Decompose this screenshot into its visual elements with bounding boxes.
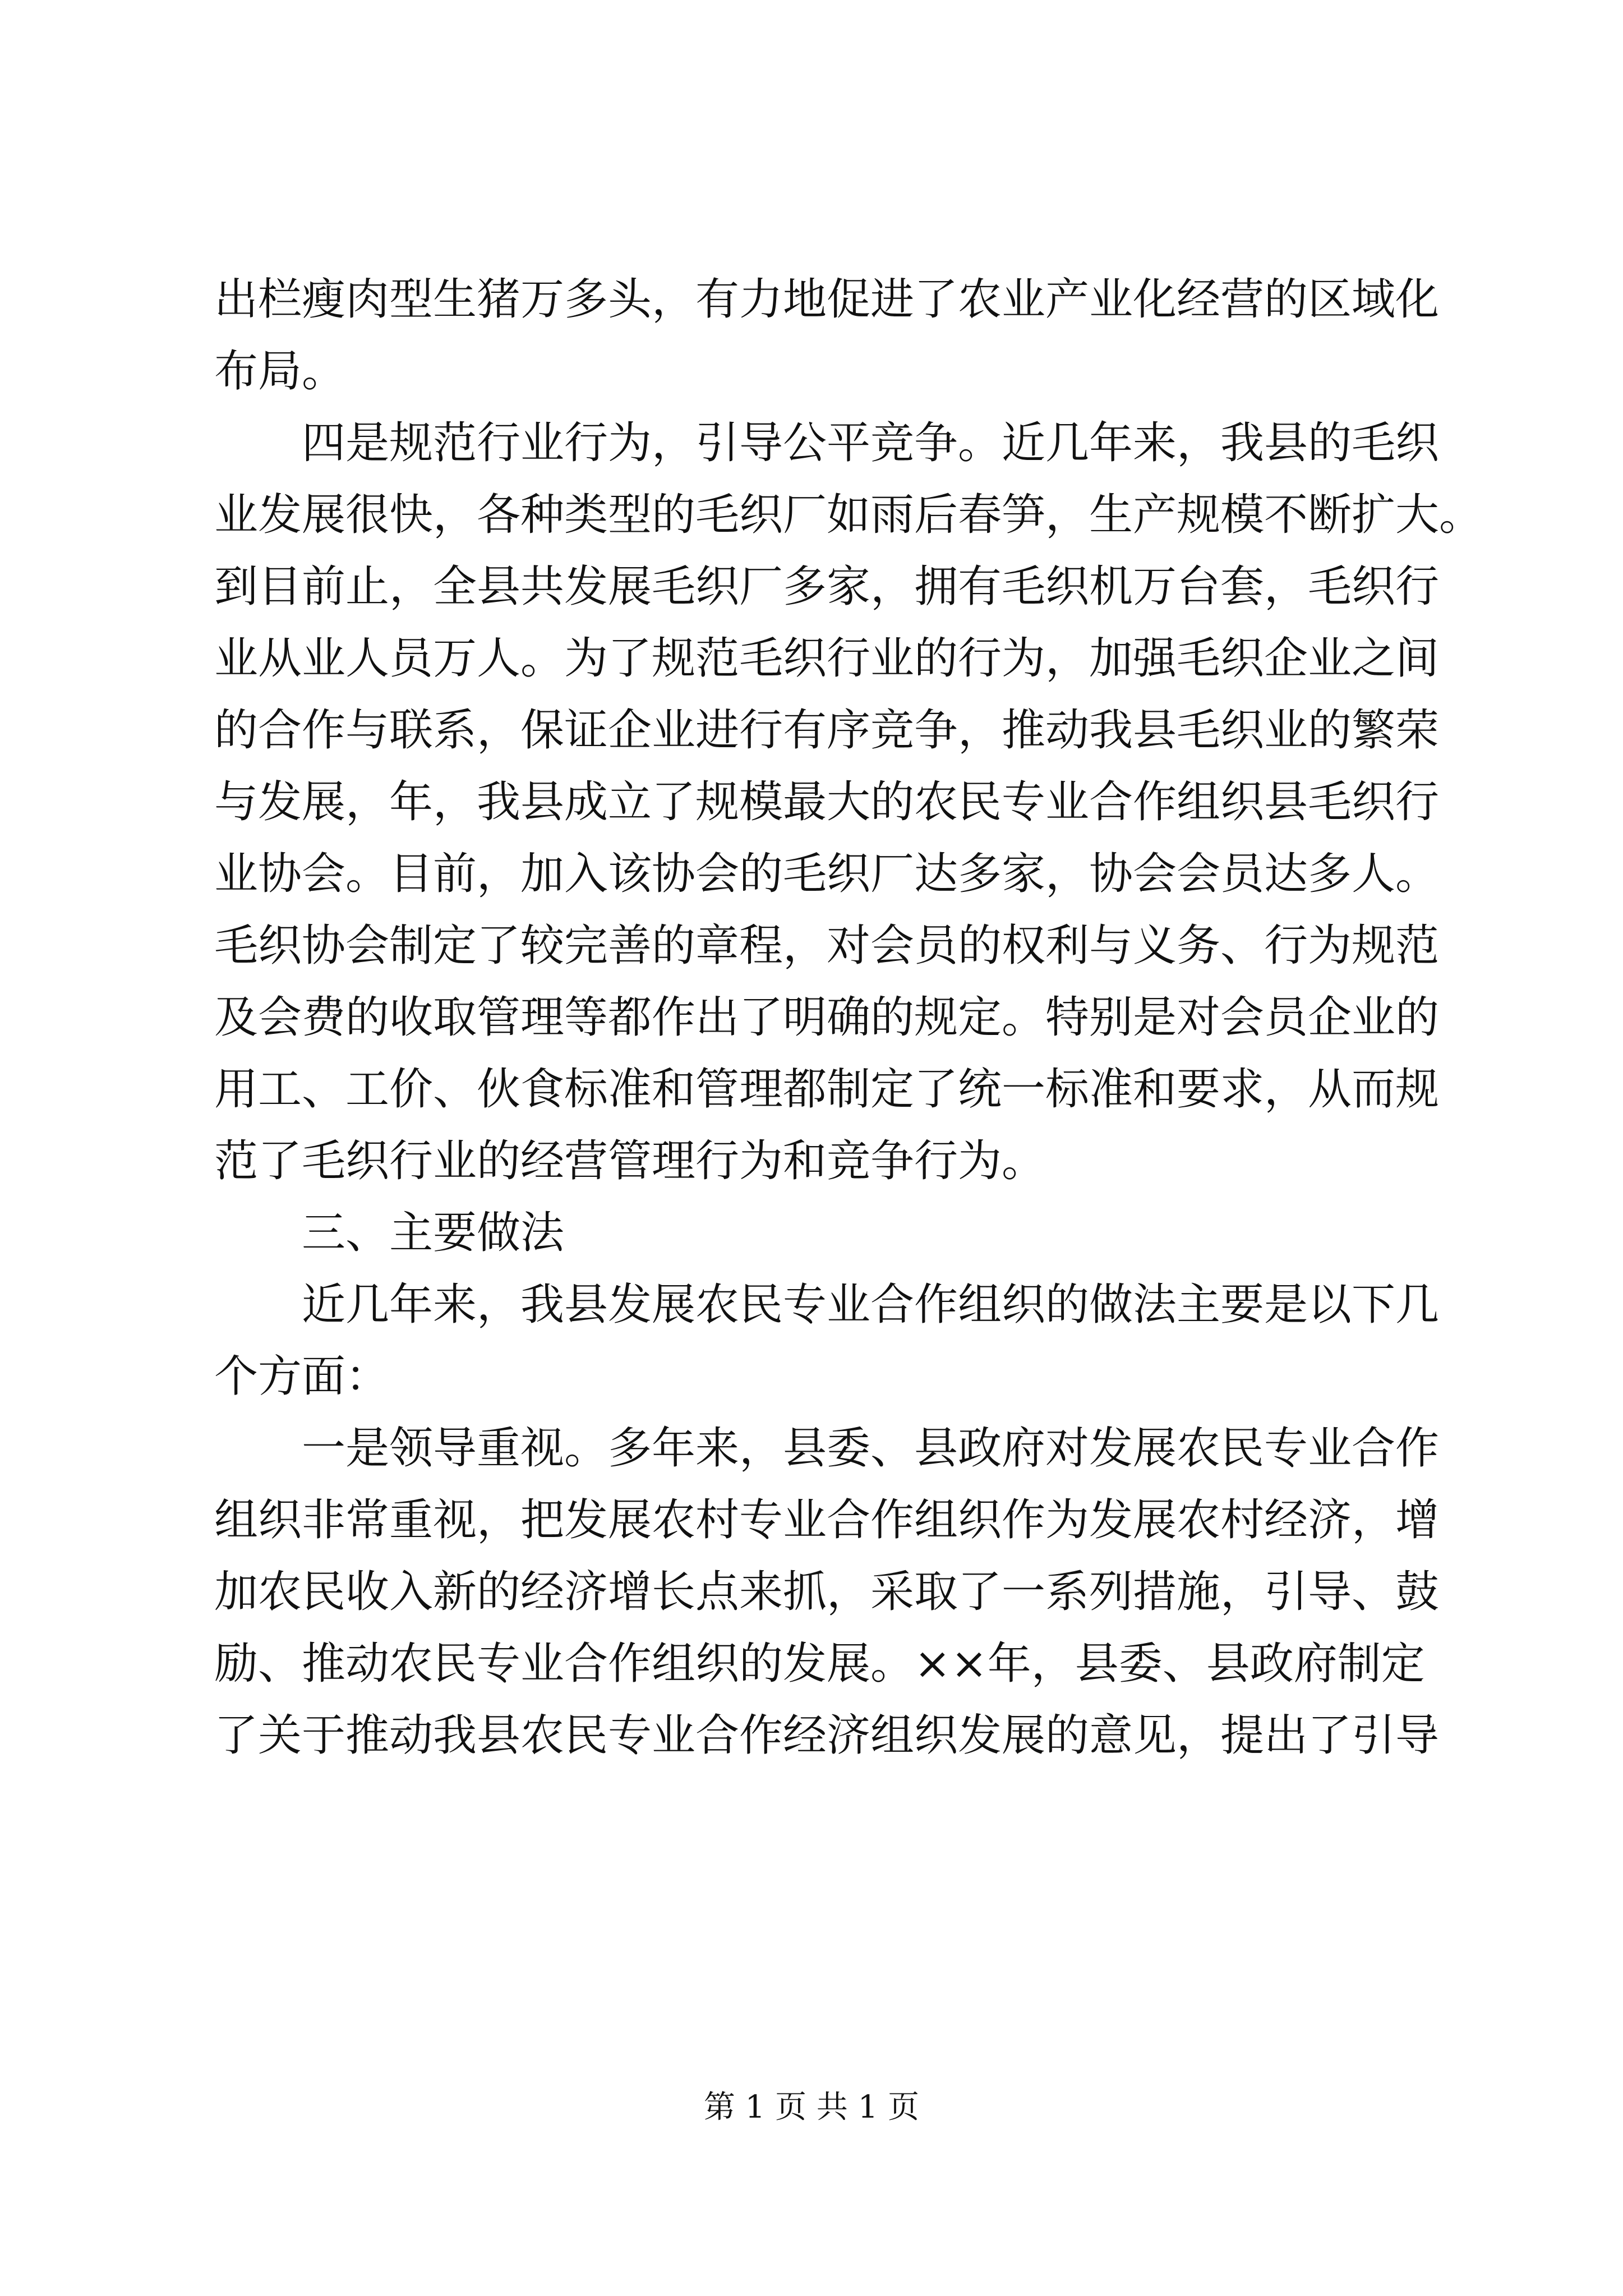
text-line: 的合作与联系，保证企业进行有序竞争，推动我县毛织业的繁荣 [214,705,1440,756]
text-line: 用工、工价、伙食标准和管理都制定了统一标准和要求，从而规 [214,1064,1440,1115]
text-line: 个方面： [214,1351,390,1402]
text-line: 四是规范行业行为，引导公平竞争。近几年来，我县的毛织 [302,418,1440,468]
text-line: 及会费的收取管理等都作出了明确的规定。特别是对会员企业的 [214,992,1440,1043]
text-line: 加农民收入新的经济增长点来抓，采取了一系列措施，引导、鼓 [214,1567,1440,1617]
page-number-label: 第 1 页 共 1 页 [703,2089,920,2125]
text-line: 组织非常重视，把发展农村专业合作组织作为发展农村经济，增 [214,1495,1440,1545]
text-line: 出栏瘦肉型生猪万多头，有力地促进了农业产业化经营的区域化 [214,274,1440,325]
text-line: 业协会。目前，加入该协会的毛织厂达多家，协会会员达多人。 [214,849,1440,899]
section-heading: 三、主要做法 [302,1208,565,1258]
text-line: 业发展很快，各种类型的毛织厂如雨后春笋，生产规模不断扩大。 [214,490,1483,540]
text-line: 毛织协会制定了较完善的章程，对会员的权利与义务、行为规范 [214,921,1440,971]
text-line: 布局。 [214,346,346,397]
text-line: 近几年来，我县发展农民专业合作组织的做法主要是以下几 [302,1280,1440,1330]
text-line: 一是领导重视。多年来，县委、县政府对发展农民专业合作 [302,1423,1440,1474]
text-line: 励、推动农民专业合作组织的发展。××年，县委、县政府制定 [214,1639,1425,1689]
text-line: 范了毛织行业的经营管理行为和竞争行为。 [214,1136,1046,1186]
text-line: 业从业人员万人。为了规范毛织行业的行为，加强毛织企业之间 [214,633,1440,684]
page-footer [0,2082,1623,2127]
text-line: 了关于推动我县农民专业合作经济组织发展的意见，提出了引导 [214,1710,1440,1761]
body-text [214,264,1483,1772]
text-line: 到目前止，全县共发展毛织厂多家，拥有毛织机万台套，毛织行 [214,562,1440,612]
text-line: 与发展，年，我县成立了规模最大的农民专业合作组织县毛织行 [214,777,1440,827]
